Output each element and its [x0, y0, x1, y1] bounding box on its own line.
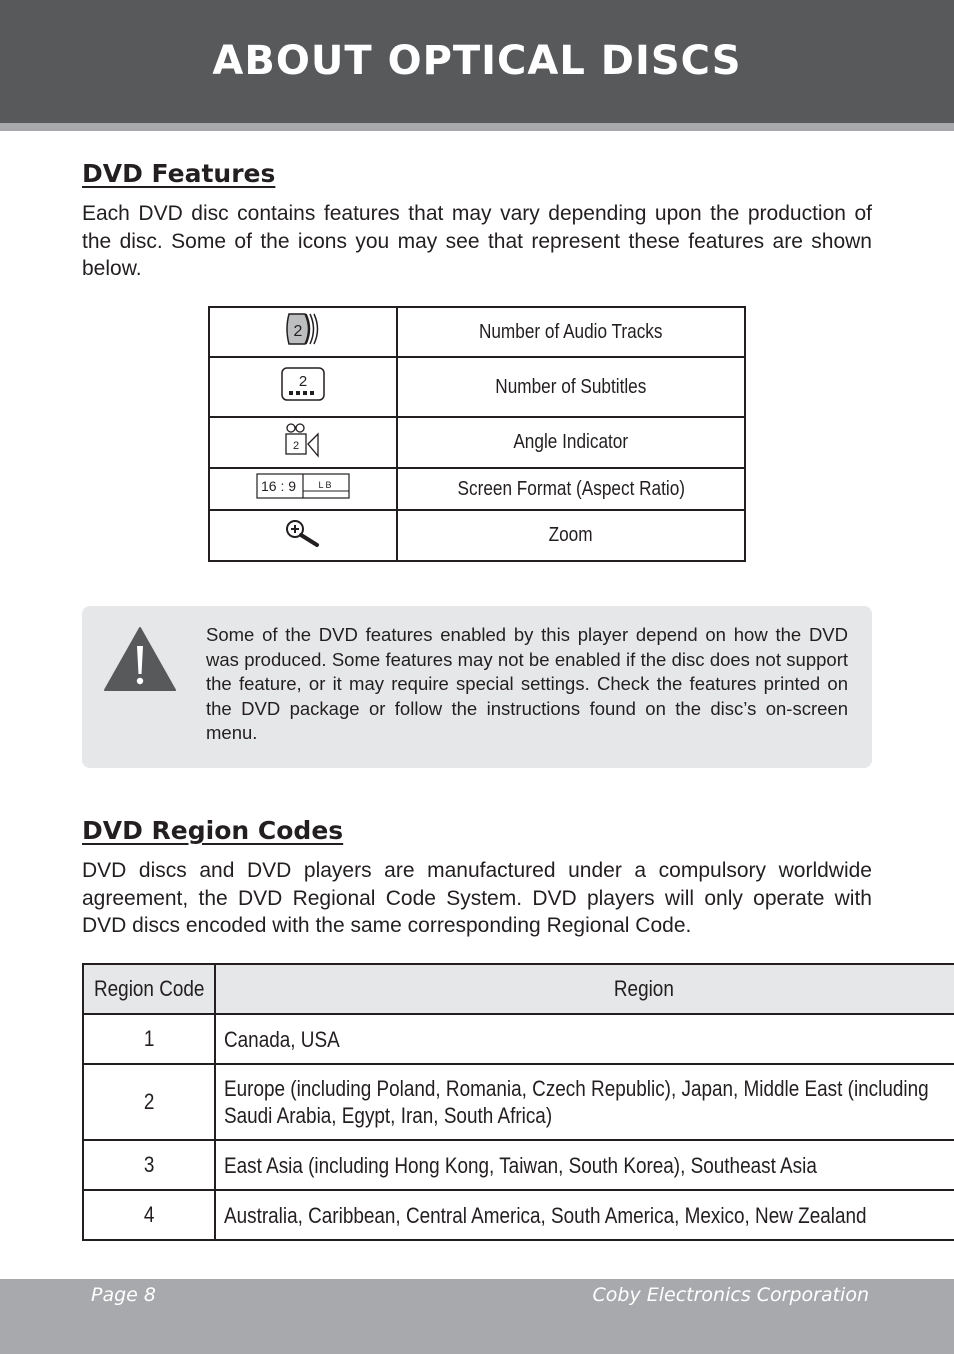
features-table: [208, 306, 746, 562]
feature-row: [209, 307, 745, 357]
feature-row: [209, 357, 745, 417]
note-box: [82, 606, 872, 768]
region-code-cell: 1: [83, 1014, 215, 1064]
svg-text:2: 2: [292, 439, 300, 452]
region-code-cell: 4: [83, 1190, 215, 1240]
svg-text:2: 2: [298, 373, 308, 390]
page-number: Page 8: [91, 1284, 156, 1306]
feature-label: Number of Subtitles: [397, 357, 745, 417]
region-table: [82, 963, 954, 1241]
svg-text:2: 2: [293, 323, 303, 340]
feature-label: Angle Indicator: [397, 417, 745, 468]
column-header-region: Region: [215, 964, 954, 1014]
region-name-cell: East Asia (including Hong Kong, Taiwan, South Korea), Southeast Asia: [215, 1140, 954, 1190]
feature-label: Screen Format (Aspect Ratio): [397, 468, 745, 510]
feature-row: [209, 510, 745, 561]
region-name-cell: Europe (including Poland, Romania, Czech Republic), Japan, Middle East (including Saudi Arabia, Egypt, Iran, South Africa): [215, 1064, 954, 1140]
svg-text:LB: LB: [318, 480, 334, 490]
region-name-cell: Australia, Caribbean, Central America, South America, Mexico, New Zealand: [215, 1190, 954, 1240]
table-row: [83, 1140, 954, 1190]
dvd-features-intro: Each DVD disc contains features that may vary depending upon the production of the disc. Some of the icons you may see that represent these features are shown below.: [82, 202, 872, 280]
angle-indicator-icon: [209, 417, 397, 468]
region-table-header: [83, 964, 954, 1014]
feature-row: [209, 468, 745, 510]
table-row: [83, 1190, 954, 1240]
table-row: [83, 1064, 954, 1140]
dvd-region-codes-heading: DVD Region Codes: [82, 816, 344, 845]
zoom-icon: [209, 510, 397, 561]
dvd-features-heading: DVD Features: [82, 159, 276, 188]
dvd-region-codes-intro: DVD discs and DVD players are manufactured under a compulsory worldwide agreement, the DVD Regional Code System. DVD players will only operate with DVD discs encoded with the same corresponding Regional Code.: [82, 859, 872, 937]
feature-row: [209, 417, 745, 468]
note-text: Some of the DVD features enabled by this player depend on how the DVD was produced. Some features may not be enabled if the disc does not support the feature, or it may require special settings. Check the features printed on the DVD package or follow the instructions found on the disc’s on-screen menu.: [206, 624, 848, 744]
table-row: [83, 1014, 954, 1064]
company-name: Coby Electronics Corporation: [592, 1284, 869, 1306]
header-strip: [0, 123, 954, 131]
subtitles-icon: [209, 357, 397, 417]
feature-label: Zoom: [397, 510, 745, 561]
screen-format-icon: [209, 468, 397, 510]
feature-label: Number of Audio Tracks: [397, 307, 745, 357]
region-code-cell: 2: [83, 1064, 215, 1140]
column-header-region-code: Region Code: [83, 964, 215, 1014]
warning-icon: [104, 626, 176, 697]
region-name-cell: Canada, USA: [215, 1014, 954, 1064]
svg-text:16 : 9: 16 : 9: [261, 478, 297, 494]
audio-tracks-icon: [209, 307, 397, 357]
region-code-cell: 3: [83, 1140, 215, 1190]
page-title: ABOUT OPTICAL DISCS: [212, 38, 742, 84]
